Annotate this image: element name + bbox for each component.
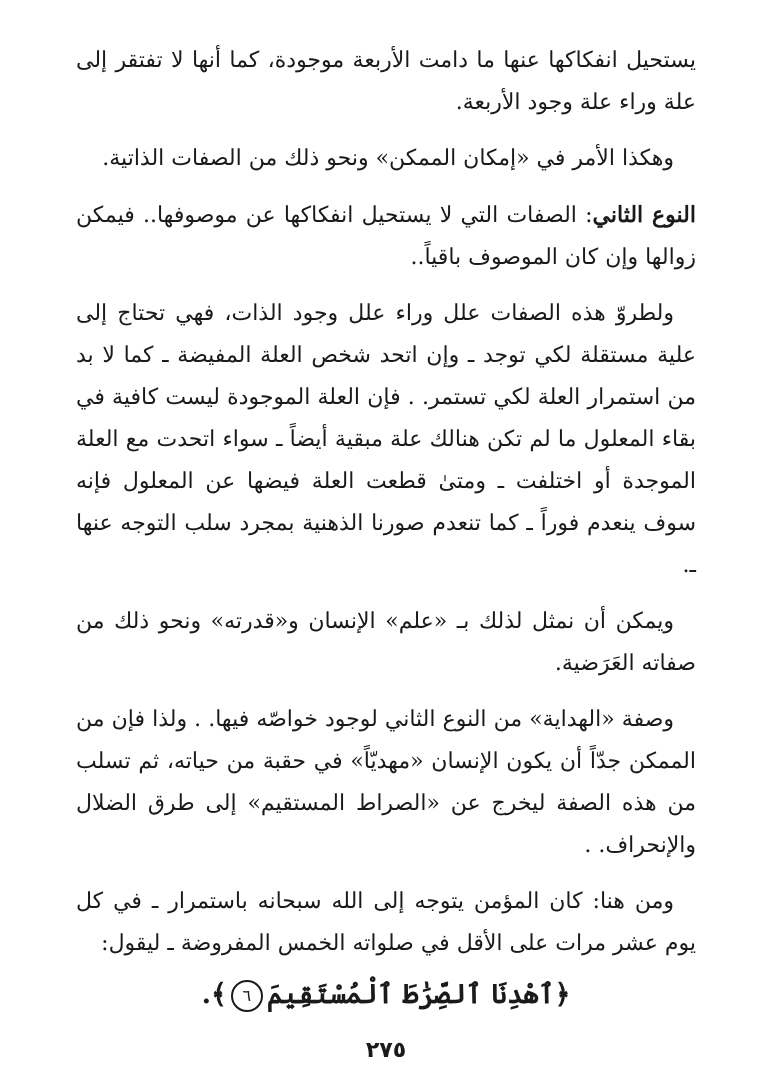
paragraph-1: يستحيل انفكاكها عنها ما دامت الأربعة موجودة، كما أنها لا تفتقر إلى علة وراء علة وجود الأربعة. — [76, 48, 696, 115]
paragraph-7: ومن هنا: كان المؤمن يتوجه إلى الله سبحانه باستمرار ـ في كل يوم عشر مرات على الأقل في صلواته الخمس المفروضة ـ ليقول: — [76, 889, 696, 956]
page-body — [76, 40, 696, 1017]
paragraph-2: وهكذا الأمر في «إمكان الممكن» ونحو ذلك من الصفات الذاتية. — [102, 146, 674, 171]
verse-open-bracket: ﴿ — [554, 979, 571, 1010]
paragraph-4: ولطروّ هذه الصفات علل وراء علل وجود الذات، فهي تحتاج إلى علية مستقلة لكي توجد ـ وإن اتحد شخص العلة المفيضة ـ كما لا بد من استمرار العلة لكي تستمر. . فإن العلة الموجودة ليست كافية في بقاء المعلول ما لم تكن هنالك علة مبقية أيضاً ـ سواء اتحدت مع العلة الموجدة أو اختلفت ـ ومتىٰ قطعت العلة فيضها عن المعلول فإنه سوف ينعدم فوراً ـ كما تنعدم صورنا الذهنية بمجرد سلب التوجه عنها ـ. — [76, 301, 696, 578]
ayah-number-mark: ٦ — [231, 980, 263, 1012]
paragraph-5: ويمكن أن نمثل لذلك بـ «علم» الإنسان و«قدرته» ونحو ذلك من صفاته العَرَضية. — [76, 609, 696, 676]
quran-verse — [76, 973, 696, 1017]
verse-close-bracket: ﴾. — [201, 979, 227, 1010]
paragraph-3-text: : الصفات التي لا يستحيل انفكاكها عن موصوفها.. فيمكن زوالها وإن كان الموصوف باقياً.. — [76, 203, 696, 270]
paragraph-6: وصفة «الهداية» من النوع الثاني لوجود خواصّه فيها. . ولذا فإن من الممكن جدّاً أن يكون الإنسان «مهديّاً» في حقبة من حياته، ثم تسلب من هذه الصفة ليخرج عن «الصراط المستقيم» إلى طرق الضلال والإنحراف. . — [76, 707, 696, 858]
page-number: ٢٧٥ — [365, 1038, 407, 1063]
paragraph-3 — [76, 194, 696, 279]
paragraph-3-lead: النوع الثاني — [592, 202, 696, 228]
verse-text: ٱهْدِنَا ٱلصِّرَٰطَ ٱلْمُسْتَقِيمَ — [266, 979, 555, 1010]
